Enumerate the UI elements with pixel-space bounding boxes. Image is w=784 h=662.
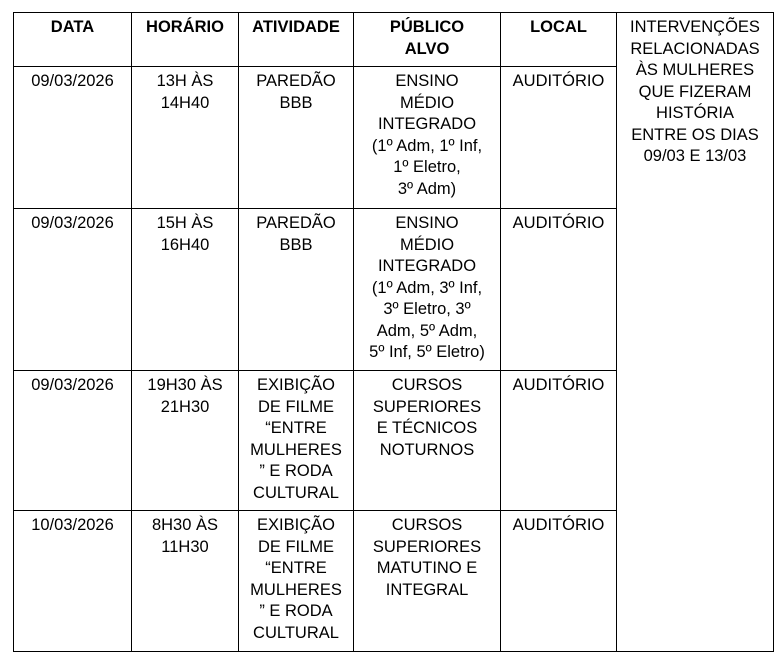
table-header-row: [14, 13, 774, 67]
cell-publico-alvo: CURSOS SUPERIORES MATUTINO E INTEGRAL: [354, 511, 501, 652]
cell-local: AUDITÓRIO: [501, 67, 617, 209]
side-note-cell: [617, 13, 774, 652]
header-publico-alvo: PÚBLICO ALVO: [354, 13, 501, 67]
cell-local: AUDITÓRIO: [501, 209, 617, 371]
cell-horario: 15H ÀS 16H40: [132, 209, 239, 371]
header-local: LOCAL: [501, 13, 617, 67]
cell-data: 10/03/2026: [14, 511, 132, 652]
header-data: DATA: [14, 13, 132, 67]
cell-data: 09/03/2026: [14, 371, 132, 511]
cell-data: 09/03/2026: [14, 67, 132, 209]
header-atividade: ATIVIDADE: [239, 13, 354, 67]
cell-publico-alvo: ENSINO MÉDIO INTEGRADO (1º Adm, 3º Inf, 3º Eletro, 3º Adm, 5º Adm, 5º Inf, 5º Eletro): [354, 209, 501, 371]
cell-atividade: EXIBIÇÃO DE FILME “ENTRE MULHERES ” E RODA CULTURAL: [239, 371, 354, 511]
cell-horario: 8H30 ÀS 11H30: [132, 511, 239, 652]
cell-local: AUDITÓRIO: [501, 371, 617, 511]
cell-atividade: PAREDÃO BBB: [239, 209, 354, 371]
cell-atividade: PAREDÃO BBB: [239, 67, 354, 209]
cell-atividade: EXIBIÇÃO DE FILME “ENTRE MULHERES ” E RODA CULTURAL: [239, 511, 354, 652]
schedule-table: [13, 12, 774, 652]
header-horario: HORÁRIO: [132, 13, 239, 67]
cell-publico-alvo: CURSOS SUPERIORES E TÉCNICOS NOTURNOS: [354, 371, 501, 511]
cell-horario: 19H30 ÀS 21H30: [132, 371, 239, 511]
side-note-text: INTERVENÇÕES RELACIONADAS ÀS MULHERES QUE FIZERAM HISTÓRIA ENTRE OS DIAS 09/03 E 13/03: [630, 18, 760, 165]
cell-data: 09/03/2026: [14, 209, 132, 371]
cell-publico-alvo: ENSINO MÉDIO INTEGRADO (1º Adm, 1º Inf, 1º Eletro, 3º Adm): [354, 67, 501, 209]
cell-local: AUDITÓRIO: [501, 511, 617, 652]
cell-horario: 13H ÀS 14H40: [132, 67, 239, 209]
